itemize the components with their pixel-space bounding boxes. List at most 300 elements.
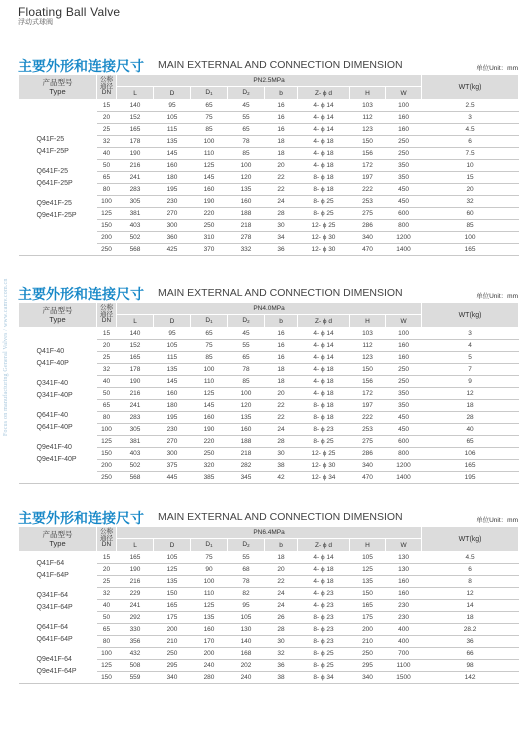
table-cell: 190 xyxy=(117,376,154,388)
table-cell: 450 xyxy=(386,424,422,436)
table-cell: 250 xyxy=(386,376,422,388)
table-cell: 152 xyxy=(117,340,154,352)
table-cell: 445 xyxy=(154,472,191,484)
table-cell: 4- ϕ 18 xyxy=(298,136,350,148)
table-cell: 100 xyxy=(191,364,228,376)
table-cell: 16 xyxy=(265,328,298,340)
table-cell: 55 xyxy=(228,112,265,124)
col-D1-header xyxy=(191,87,228,100)
table-cell: 800 xyxy=(386,220,422,232)
type-header-cn: 产品型号 xyxy=(42,78,73,87)
table-cell: 190 xyxy=(191,424,228,436)
table-cell: 165 xyxy=(117,552,154,564)
col-D2-header xyxy=(228,315,265,328)
table-cell: 160 xyxy=(386,588,422,600)
table-cell: 40 xyxy=(97,600,117,612)
model-name: Q341F-64 xyxy=(36,591,69,599)
table-cell: 432 xyxy=(117,648,154,660)
table-cell: 568 xyxy=(117,472,154,484)
table-cell: 188 xyxy=(228,208,265,220)
table-cell: 66 xyxy=(422,648,519,660)
col-H-header: H xyxy=(350,315,386,328)
table-cell: 3 xyxy=(422,112,519,124)
table-cell: 18 xyxy=(422,612,519,624)
table-cell: 16 xyxy=(265,352,298,364)
table-cell: 4- ϕ 14 xyxy=(298,352,350,364)
table-cell: 32 xyxy=(97,588,117,600)
col-H-header: H xyxy=(350,87,386,100)
table-cell: 4- ϕ 14 xyxy=(298,552,350,564)
table-cell: 8- ϕ 23 xyxy=(298,624,350,636)
table-cell: 75 xyxy=(191,112,228,124)
table-cell: 80 xyxy=(97,184,117,196)
type-header-en: Type xyxy=(49,87,66,96)
table-cell: 220 xyxy=(191,436,228,448)
table-cell: 20 xyxy=(265,160,298,172)
table-row xyxy=(19,328,519,340)
table-cell: 55 xyxy=(228,552,265,564)
model-name: Q641F-25P xyxy=(36,179,73,187)
table-cell: 195 xyxy=(154,412,191,424)
table-cell: 330 xyxy=(117,624,154,636)
table-cell: 15 xyxy=(97,100,117,112)
type-header-en: Type xyxy=(49,315,66,324)
table-cell: 32 xyxy=(97,136,117,148)
section-header xyxy=(18,284,518,302)
section-title-en: MAIN EXTERNAL AND CONNECTION DIMENSION xyxy=(158,59,403,71)
unit-label: 单位Unit：mm xyxy=(476,293,518,300)
table-cell: 75 xyxy=(191,340,228,352)
table-cell: 216 xyxy=(117,388,154,400)
table-cell: 24 xyxy=(265,196,298,208)
table-cell: 85 xyxy=(422,220,519,232)
table-cell: 180 xyxy=(154,172,191,184)
table-cell: 20 xyxy=(97,112,117,124)
model-name: Q41F-25 xyxy=(36,135,65,143)
table-cell: 85 xyxy=(191,352,228,364)
table-cell: 350 xyxy=(386,388,422,400)
dn-header xyxy=(97,527,117,552)
table-cell: 600 xyxy=(386,436,422,448)
table-cell: 222 xyxy=(350,412,386,424)
table-cell: 195 xyxy=(422,472,519,484)
col-D2-sub: 2 xyxy=(247,319,250,324)
table-cell: 470 xyxy=(350,472,386,484)
table-cell: 8- ϕ 23 xyxy=(298,424,350,436)
table-cell: 14 xyxy=(422,600,519,612)
table-cell: 286 xyxy=(350,220,386,232)
table-cell: 130 xyxy=(386,564,422,576)
table-cell: 100 xyxy=(228,160,265,172)
table-cell: 18 xyxy=(265,136,298,148)
table-cell: 22 xyxy=(265,576,298,588)
page-header xyxy=(18,6,120,27)
col-D2-main: D xyxy=(242,541,248,548)
model-cell xyxy=(19,328,97,484)
table-cell: 26 xyxy=(265,612,298,624)
table-cell: 4- ϕ 18 xyxy=(298,364,350,376)
table-cell: 700 xyxy=(386,648,422,660)
table-cell: 36 xyxy=(265,244,298,256)
table-cell: 42 xyxy=(265,472,298,484)
table-cell: 150 xyxy=(350,136,386,148)
table-cell: 115 xyxy=(154,352,191,364)
table-cell: 4- ϕ 18 xyxy=(298,576,350,588)
col-b-header: b xyxy=(265,87,298,100)
table-cell: 8 xyxy=(422,576,519,588)
table-cell: 250 xyxy=(350,648,386,660)
table-cell: 135 xyxy=(228,184,265,196)
table-cell: 36 xyxy=(422,636,519,648)
table-cell: 152 xyxy=(117,112,154,124)
table-cell: 32 xyxy=(97,364,117,376)
table-cell: 32 xyxy=(265,648,298,660)
table-cell: 800 xyxy=(386,448,422,460)
weight-header: WT(kg) xyxy=(422,527,519,552)
table-cell: 216 xyxy=(117,160,154,172)
table-cell: 18 xyxy=(265,376,298,388)
table-cell: 400 xyxy=(386,624,422,636)
table-cell: 190 xyxy=(117,564,154,576)
table-cell: 275 xyxy=(350,436,386,448)
table-cell: 90 xyxy=(191,564,228,576)
table-cell: 381 xyxy=(117,208,154,220)
table-cell: 218 xyxy=(228,448,265,460)
table-cell: 250 xyxy=(386,136,422,148)
table-cell: 350 xyxy=(386,400,422,412)
table-cell: 85 xyxy=(191,124,228,136)
table-cell: 98 xyxy=(422,660,519,672)
table-cell: 30 xyxy=(265,220,298,232)
col-D1-header xyxy=(191,539,228,552)
table-cell: 65 xyxy=(228,124,265,136)
table-cell: 40 xyxy=(97,376,117,388)
model-list xyxy=(37,346,97,466)
table-cell: 160 xyxy=(386,352,422,364)
table-cell: 8- ϕ 25 xyxy=(298,648,350,660)
table-cell: 16 xyxy=(265,340,298,352)
table-cell: 160 xyxy=(191,412,228,424)
table-cell: 22 xyxy=(265,172,298,184)
table-cell: 210 xyxy=(350,636,386,648)
table-cell: 1500 xyxy=(386,672,422,684)
table-cell: 568 xyxy=(117,244,154,256)
table-cell: 78 xyxy=(228,136,265,148)
col-D1-main: D xyxy=(205,317,211,324)
table-cell: 34 xyxy=(265,232,298,244)
table-cell: 381 xyxy=(117,436,154,448)
col-D2-header xyxy=(228,87,265,100)
table-cell: 125 xyxy=(191,388,228,400)
table-cell: 1400 xyxy=(386,244,422,256)
table-cell: 8- ϕ 25 xyxy=(298,660,350,672)
table-cell: 125 xyxy=(97,436,117,448)
col-D1-sub: 1 xyxy=(210,91,213,96)
table-cell: 8- ϕ 18 xyxy=(298,172,350,184)
table-cell: 140 xyxy=(117,100,154,112)
table-cell: 160 xyxy=(154,160,191,172)
dn-header-en: DN xyxy=(101,541,112,549)
table-cell: 45 xyxy=(228,328,265,340)
table-cell: 403 xyxy=(117,220,154,232)
table-cell: 1100 xyxy=(386,660,422,672)
table-cell: 8- ϕ 25 xyxy=(298,196,350,208)
table-cell: 340 xyxy=(350,232,386,244)
table-cell: 250 xyxy=(191,220,228,232)
col-D2-sub: 2 xyxy=(247,543,250,548)
table-cell: 130 xyxy=(228,624,265,636)
col-L-header: L xyxy=(117,87,154,100)
table-cell: 16 xyxy=(265,112,298,124)
table-cell: 310 xyxy=(191,232,228,244)
table-cell: 103 xyxy=(350,100,386,112)
table-cell: 200 xyxy=(191,648,228,660)
model-gap xyxy=(37,614,97,622)
table-cell: 145 xyxy=(191,400,228,412)
side-vertical-text: Focus on manufacturing General Valves / www.camv.com.cn xyxy=(3,278,9,436)
table-cell: 8- ϕ 23 xyxy=(298,636,350,648)
table-cell: 190 xyxy=(191,196,228,208)
table-cell: 165 xyxy=(154,600,191,612)
table-cell: 16 xyxy=(265,100,298,112)
table-cell: 20 xyxy=(265,388,298,400)
table-cell: 8- ϕ 25 xyxy=(298,436,350,448)
section-title-cn: 主要外形和连接尺寸 xyxy=(18,510,144,526)
table-cell: 145 xyxy=(154,148,191,160)
dn-header-en: DN xyxy=(101,317,112,325)
model-gap xyxy=(37,582,97,590)
table-cell: 18 xyxy=(265,364,298,376)
table-cell: 38 xyxy=(265,672,298,684)
table-cell: 105 xyxy=(350,552,386,564)
table-cell: 80 xyxy=(97,636,117,648)
table-cell: 65 xyxy=(422,436,519,448)
type-header xyxy=(19,303,97,328)
col-D2-sub: 2 xyxy=(247,91,250,96)
dimension-table xyxy=(18,74,519,256)
table-cell: 202 xyxy=(228,660,265,672)
table-cell: 60 xyxy=(422,208,519,220)
table-cell: 110 xyxy=(191,588,228,600)
table-cell: 12- ϕ 30 xyxy=(298,244,350,256)
table-row xyxy=(19,552,519,564)
table-cell: 45 xyxy=(228,100,265,112)
model-name: Q341F-40P xyxy=(36,391,73,399)
dn-header xyxy=(97,75,117,100)
weight-header: WT(kg) xyxy=(422,303,519,328)
table-cell: 16 xyxy=(265,124,298,136)
table-row xyxy=(19,100,519,112)
table-cell: 135 xyxy=(350,576,386,588)
col-D1-sub: 1 xyxy=(210,319,213,324)
table-cell: 20 xyxy=(265,564,298,576)
table-cell: 28 xyxy=(422,412,519,424)
table-cell: 340 xyxy=(350,672,386,684)
model-cell xyxy=(19,100,97,256)
table-cell: 250 xyxy=(386,148,422,160)
table-cell: 175 xyxy=(154,612,191,624)
table-cell: 270 xyxy=(154,208,191,220)
model-gap xyxy=(37,434,97,442)
col-D2-header xyxy=(228,539,265,552)
table-cell: 40 xyxy=(422,424,519,436)
table-cell: 24 xyxy=(265,600,298,612)
table-cell: 12- ϕ 25 xyxy=(298,448,350,460)
table-cell: 38 xyxy=(265,460,298,472)
table-cell: 55 xyxy=(228,340,265,352)
table-cell: 150 xyxy=(97,220,117,232)
table-cell: 4- ϕ 14 xyxy=(298,112,350,124)
table-cell: 6 xyxy=(422,136,519,148)
table-cell: 295 xyxy=(154,660,191,672)
model-cell xyxy=(19,552,97,684)
table-cell: 160 xyxy=(191,624,228,636)
table-cell: 4- ϕ 23 xyxy=(298,588,350,600)
table-cell: 250 xyxy=(97,472,117,484)
table-cell: 190 xyxy=(117,148,154,160)
col-D1-main: D xyxy=(205,89,211,96)
table-cell: 559 xyxy=(117,672,154,684)
table-cell: 12 xyxy=(422,588,519,600)
table-cell: 78 xyxy=(228,364,265,376)
pressure-header: PN2.5MPa xyxy=(117,75,422,87)
table-cell: 168 xyxy=(228,648,265,660)
table-cell: 160 xyxy=(386,124,422,136)
type-header-cn: 产品型号 xyxy=(42,306,73,315)
table-cell: 123 xyxy=(350,352,386,364)
table-cell: 105 xyxy=(228,612,265,624)
table-cell: 210 xyxy=(154,636,191,648)
section-title-en: MAIN EXTERNAL AND CONNECTION DIMENSION xyxy=(158,287,403,299)
table-cell: 502 xyxy=(117,232,154,244)
table-cell: 50 xyxy=(97,160,117,172)
type-header-en: Type xyxy=(49,539,66,548)
table-cell: 3 xyxy=(422,328,519,340)
table-cell: 385 xyxy=(191,472,228,484)
table-cell: 230 xyxy=(386,612,422,624)
table-cell: 9 xyxy=(422,376,519,388)
table-cell: 4 xyxy=(422,340,519,352)
table-cell: 100 xyxy=(97,196,117,208)
table-cell: 142 xyxy=(422,672,519,684)
table-cell: 450 xyxy=(386,184,422,196)
table-cell: 10 xyxy=(422,160,519,172)
table-cell: 178 xyxy=(117,136,154,148)
table-cell: 350 xyxy=(386,172,422,184)
table-cell: 470 xyxy=(350,244,386,256)
table-cell: 250 xyxy=(154,648,191,660)
dn-header-cn1: 公称 xyxy=(100,528,113,536)
table-cell: 135 xyxy=(154,136,191,148)
table-cell: 36 xyxy=(265,660,298,672)
table-cell: 305 xyxy=(117,424,154,436)
dimension-table xyxy=(18,302,519,484)
table-cell: 15 xyxy=(97,328,117,340)
col-W-header: W xyxy=(386,87,422,100)
table-cell: 8- ϕ 18 xyxy=(298,400,350,412)
model-list xyxy=(37,558,97,678)
table-cell: 20 xyxy=(97,340,117,352)
table-cell: 241 xyxy=(117,600,154,612)
table-cell: 216 xyxy=(117,576,154,588)
table-cell: 172 xyxy=(350,388,386,400)
table-cell: 50 xyxy=(97,388,117,400)
table-cell: 4- ϕ 14 xyxy=(298,328,350,340)
table-cell: 100 xyxy=(97,648,117,660)
table-cell: 125 xyxy=(154,564,191,576)
section-title-en: MAIN EXTERNAL AND CONNECTION DIMENSION xyxy=(158,511,403,523)
dn-header-en: DN xyxy=(101,89,112,97)
table-cell: 65 xyxy=(191,328,228,340)
model-name: Q641F-25 xyxy=(36,167,69,175)
table-cell: 160 xyxy=(228,424,265,436)
table-cell: 8- ϕ 23 xyxy=(298,612,350,624)
table-cell: 195 xyxy=(154,184,191,196)
model-name: Q641F-40 xyxy=(36,411,69,419)
table-cell: 135 xyxy=(191,612,228,624)
table-cell: 24 xyxy=(265,588,298,600)
table-cell: 283 xyxy=(117,412,154,424)
col-D-header: D xyxy=(154,539,191,552)
table-cell: 450 xyxy=(386,412,422,424)
table-cell: 172 xyxy=(350,160,386,172)
table-cell: 18 xyxy=(422,400,519,412)
page-title: Floating Ball Valve xyxy=(18,5,121,19)
table-cell: 120 xyxy=(228,172,265,184)
dn-header-cn2: 通径 xyxy=(100,310,113,318)
table-cell: 22 xyxy=(265,184,298,196)
section-header xyxy=(18,508,518,526)
model-name: Q9e41F-64 xyxy=(36,655,72,663)
col-D-header: D xyxy=(154,315,191,328)
table-cell: 165 xyxy=(422,244,519,256)
model-name: Q641F-64P xyxy=(36,635,73,643)
col-H-header: H xyxy=(350,539,386,552)
pressure-header: PN4.0MPa xyxy=(117,303,422,315)
table-cell: 222 xyxy=(350,184,386,196)
col-D1-header xyxy=(191,315,228,328)
table-cell: 40 xyxy=(97,148,117,160)
model-name: Q341F-40 xyxy=(36,379,69,387)
table-cell: 400 xyxy=(386,636,422,648)
table-cell: 250 xyxy=(386,364,422,376)
type-header xyxy=(19,527,97,552)
model-name: Q9e41F-25P xyxy=(36,211,77,219)
table-cell: 150 xyxy=(154,588,191,600)
table-cell: 32 xyxy=(422,196,519,208)
table-cell: 75 xyxy=(191,552,228,564)
table-cell: 135 xyxy=(154,364,191,376)
table-cell: 100 xyxy=(191,576,228,588)
table-cell: 25 xyxy=(97,124,117,136)
table-cell: 65 xyxy=(97,172,117,184)
table-cell: 508 xyxy=(117,660,154,672)
table-cell: 100 xyxy=(191,136,228,148)
table-cell: 300 xyxy=(154,220,191,232)
table-cell: 4.5 xyxy=(422,552,519,564)
table-cell: 105 xyxy=(154,340,191,352)
dimension-table xyxy=(18,526,519,684)
table-cell: 12- ϕ 25 xyxy=(298,220,350,232)
table-cell: 220 xyxy=(191,208,228,220)
table-cell: 100 xyxy=(228,388,265,400)
table-cell: 403 xyxy=(117,448,154,460)
table-cell: 175 xyxy=(350,612,386,624)
table-cell: 145 xyxy=(191,172,228,184)
model-gap xyxy=(37,646,97,654)
table-cell: 100 xyxy=(97,424,117,436)
table-cell: 280 xyxy=(191,672,228,684)
